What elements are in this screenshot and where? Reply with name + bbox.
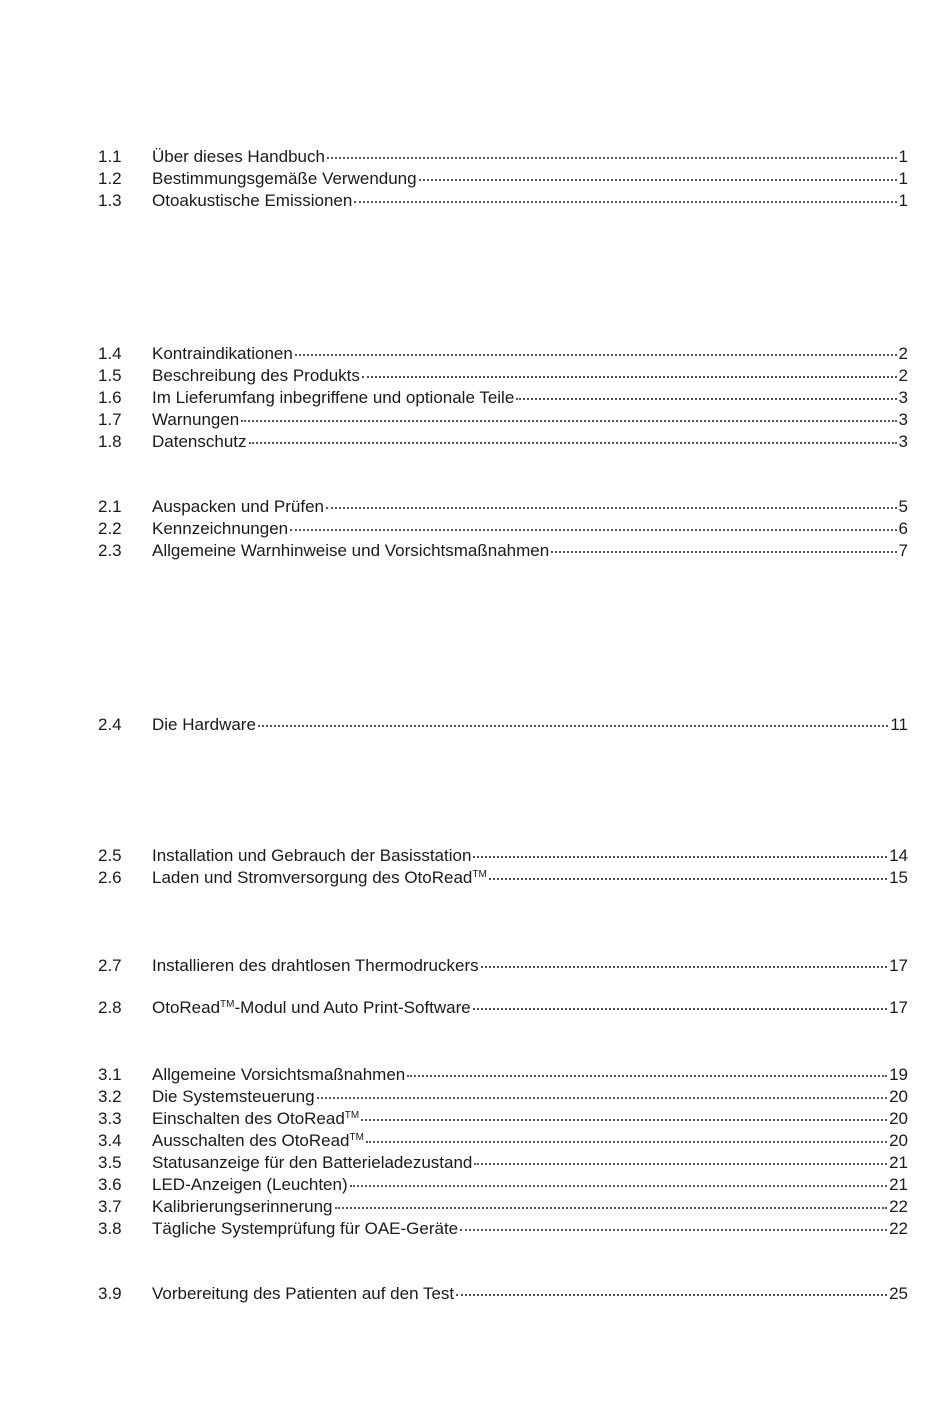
toc-number: 1.5 xyxy=(98,366,122,385)
toc-number: 1.4 xyxy=(98,344,122,363)
dot-leader xyxy=(354,200,896,203)
toc-page: 3 xyxy=(898,432,908,451)
toc-title: Kontraindikationen xyxy=(152,344,293,363)
toc-title: Warnungen xyxy=(152,410,240,429)
toc-number: 2.8 xyxy=(98,998,122,1017)
toc-number: 2.3 xyxy=(98,541,122,560)
toc-page: 25 xyxy=(889,1284,908,1303)
toc-entry-1-1[interactable] xyxy=(98,146,908,168)
toc-page: 6 xyxy=(898,519,908,538)
toc-page: 5 xyxy=(898,497,908,516)
toc-title: Die Systemsteuerung xyxy=(152,1087,315,1106)
dot-leader xyxy=(317,1096,888,1099)
dot-leader xyxy=(456,1293,887,1296)
dot-leader xyxy=(473,1007,887,1010)
toc-entry-2-4[interactable] xyxy=(98,714,908,736)
toc-entry-3-2[interactable] xyxy=(98,1086,908,1108)
toc-page: 2 xyxy=(898,366,908,385)
toc-number: 1.7 xyxy=(98,410,122,429)
toc-entry-3-6[interactable] xyxy=(98,1174,908,1196)
toc-number: 3.7 xyxy=(98,1197,122,1216)
toc-title: Allgemeine Vorsichtsmaßnahmen xyxy=(152,1065,406,1084)
toc-number: 3.6 xyxy=(98,1175,122,1194)
toc-number: 2.2 xyxy=(98,519,122,538)
toc-entry-1-6[interactable] xyxy=(98,387,908,409)
toc-title: Über dieses Handbuch xyxy=(152,147,325,166)
toc-entry-2-6[interactable] xyxy=(98,867,908,889)
dot-leader xyxy=(350,1184,887,1187)
toc-entry-2-7[interactable] xyxy=(98,955,908,977)
toc-entry-2-8[interactable] xyxy=(98,997,908,1019)
trademark-sup: TM xyxy=(344,1110,360,1121)
toc-number: 1.2 xyxy=(98,169,122,188)
toc-number: 3.8 xyxy=(98,1219,122,1238)
toc-entry-3-4[interactable] xyxy=(98,1130,908,1152)
toc-page: 17 xyxy=(889,956,908,975)
toc-number: 1.3 xyxy=(98,191,122,210)
toc-number: 2.6 xyxy=(98,868,122,887)
dot-leader xyxy=(473,855,887,858)
toc-page: 19 xyxy=(889,1065,908,1084)
toc-title: Laden und Stromversorgung des OtoRead™ xyxy=(152,868,487,887)
toc-number: 1.6 xyxy=(98,388,122,407)
toc-title: Ausschalten des OtoRead™ xyxy=(152,1131,364,1150)
toc-page: 20 xyxy=(889,1109,908,1128)
toc-page: 7 xyxy=(898,541,908,560)
dot-leader xyxy=(481,965,887,968)
toc-page: 1 xyxy=(898,169,908,188)
toc-title: Bestimmungsgemäße Verwendung xyxy=(152,169,417,188)
toc-title: Statusanzeige für den Batterieladezustand xyxy=(152,1153,473,1172)
toc-page: 14 xyxy=(889,846,908,865)
toc-entry-1-7[interactable] xyxy=(98,409,908,431)
toc-entry-3-8[interactable] xyxy=(98,1218,908,1240)
dot-leader xyxy=(460,1228,887,1231)
toc-number: 3.3 xyxy=(98,1109,122,1128)
toc-title: Beschreibung des Produkts xyxy=(152,366,360,385)
toc-page: 17 xyxy=(889,998,908,1017)
toc-page: 22 xyxy=(889,1197,908,1216)
dot-leader xyxy=(419,178,897,181)
dot-leader xyxy=(362,375,897,378)
toc-page: 11 xyxy=(890,715,908,734)
toc-page: 22 xyxy=(889,1219,908,1238)
toc-title: Im Lieferumfang inbegriffene und optionale Teile xyxy=(152,388,515,407)
dot-leader xyxy=(249,441,897,444)
toc-page: 20 xyxy=(889,1131,908,1150)
toc-page: 3 xyxy=(898,388,908,407)
toc-page: 2 xyxy=(898,344,908,363)
dot-leader xyxy=(366,1140,887,1143)
toc-page: 15 xyxy=(889,868,908,887)
dot-leader xyxy=(516,397,896,400)
toc-title: Kennzeichnungen xyxy=(152,519,289,538)
dot-leader xyxy=(474,1162,887,1165)
toc-entry-2-5[interactable] xyxy=(98,845,908,867)
toc-number: 2.7 xyxy=(98,956,122,975)
toc-page: 20 xyxy=(889,1087,908,1106)
toc-title: LED-Anzeigen (Leuchten) xyxy=(152,1175,348,1194)
toc-number: 3.1 xyxy=(98,1065,122,1084)
trademark-sup: TM xyxy=(220,999,235,1010)
toc-entry-2-3[interactable] xyxy=(98,540,908,562)
toc-entry-1-3[interactable] xyxy=(98,190,908,212)
toc-number: 1.1 xyxy=(98,147,122,166)
toc-title: Tägliche Systemprüfung für OAE-Geräte xyxy=(152,1219,459,1238)
toc-title: Die Hardware xyxy=(152,715,256,734)
toc-title: Einschalten des OtoRead™ xyxy=(152,1109,360,1128)
toc-title: Datenschutz xyxy=(152,432,247,451)
dot-leader xyxy=(295,353,897,356)
toc-title: Installieren des drahtlosen Thermodruckers xyxy=(152,956,479,975)
toc-number: 3.9 xyxy=(98,1284,122,1303)
dot-leader xyxy=(551,550,896,553)
toc-title: Kalibrierungserinnerung xyxy=(152,1197,333,1216)
toc-page: 1 xyxy=(898,147,908,166)
dot-leader xyxy=(326,506,897,509)
dot-leader xyxy=(327,156,897,159)
trademark-sup: TM xyxy=(472,869,487,880)
toc-number: 3.2 xyxy=(98,1087,122,1106)
trademark-sup: TM xyxy=(349,1132,364,1143)
toc-entry-1-5[interactable] xyxy=(98,365,908,387)
dot-leader xyxy=(489,877,887,880)
toc-number: 1.8 xyxy=(98,432,122,451)
toc-number: 2.4 xyxy=(98,715,122,734)
dot-leader xyxy=(258,724,888,727)
toc-entry-3-3[interactable] xyxy=(98,1108,908,1130)
toc-entry-3-1[interactable] xyxy=(98,1064,908,1086)
dot-leader xyxy=(361,1118,887,1121)
toc-page: 21 xyxy=(889,1175,908,1194)
toc-title: Vorbereitung des Patienten auf den Test xyxy=(152,1284,455,1303)
toc-entry-1-2[interactable] xyxy=(98,168,908,190)
toc-entry-1-8[interactable] xyxy=(98,431,908,453)
toc-number: 2.5 xyxy=(98,846,122,865)
toc-title: Otoakustische Emissionen xyxy=(152,191,353,210)
toc-entry-2-1[interactable] xyxy=(98,496,908,518)
dot-leader xyxy=(290,528,896,531)
toc-number: 3.5 xyxy=(98,1153,122,1172)
toc-title: Auspacken und Prüfen xyxy=(152,497,325,516)
toc-title: Installation und Gebrauch der Basisstation xyxy=(152,846,472,865)
toc-entry-2-2[interactable] xyxy=(98,518,908,540)
dot-leader xyxy=(241,419,896,422)
toc-page: 3 xyxy=(898,410,908,429)
toc-entry-3-5[interactable] xyxy=(98,1152,908,1174)
dot-leader xyxy=(335,1206,888,1209)
toc-entry-3-9[interactable] xyxy=(98,1283,908,1305)
toc-page: 21 xyxy=(889,1153,908,1172)
toc-number: 3.4 xyxy=(98,1131,122,1150)
toc-entry-3-7[interactable] xyxy=(98,1196,908,1218)
toc-title: Allgemeine Warnhinweise und Vorsichtsmaßnahmen xyxy=(152,541,550,560)
toc-title: OtoRead™-Modul und Auto Print-Software xyxy=(152,998,471,1017)
toc-number: 2.1 xyxy=(98,497,122,516)
dot-leader xyxy=(407,1074,887,1077)
toc-page: 1 xyxy=(898,191,908,210)
toc-entry-1-4[interactable] xyxy=(98,343,908,365)
